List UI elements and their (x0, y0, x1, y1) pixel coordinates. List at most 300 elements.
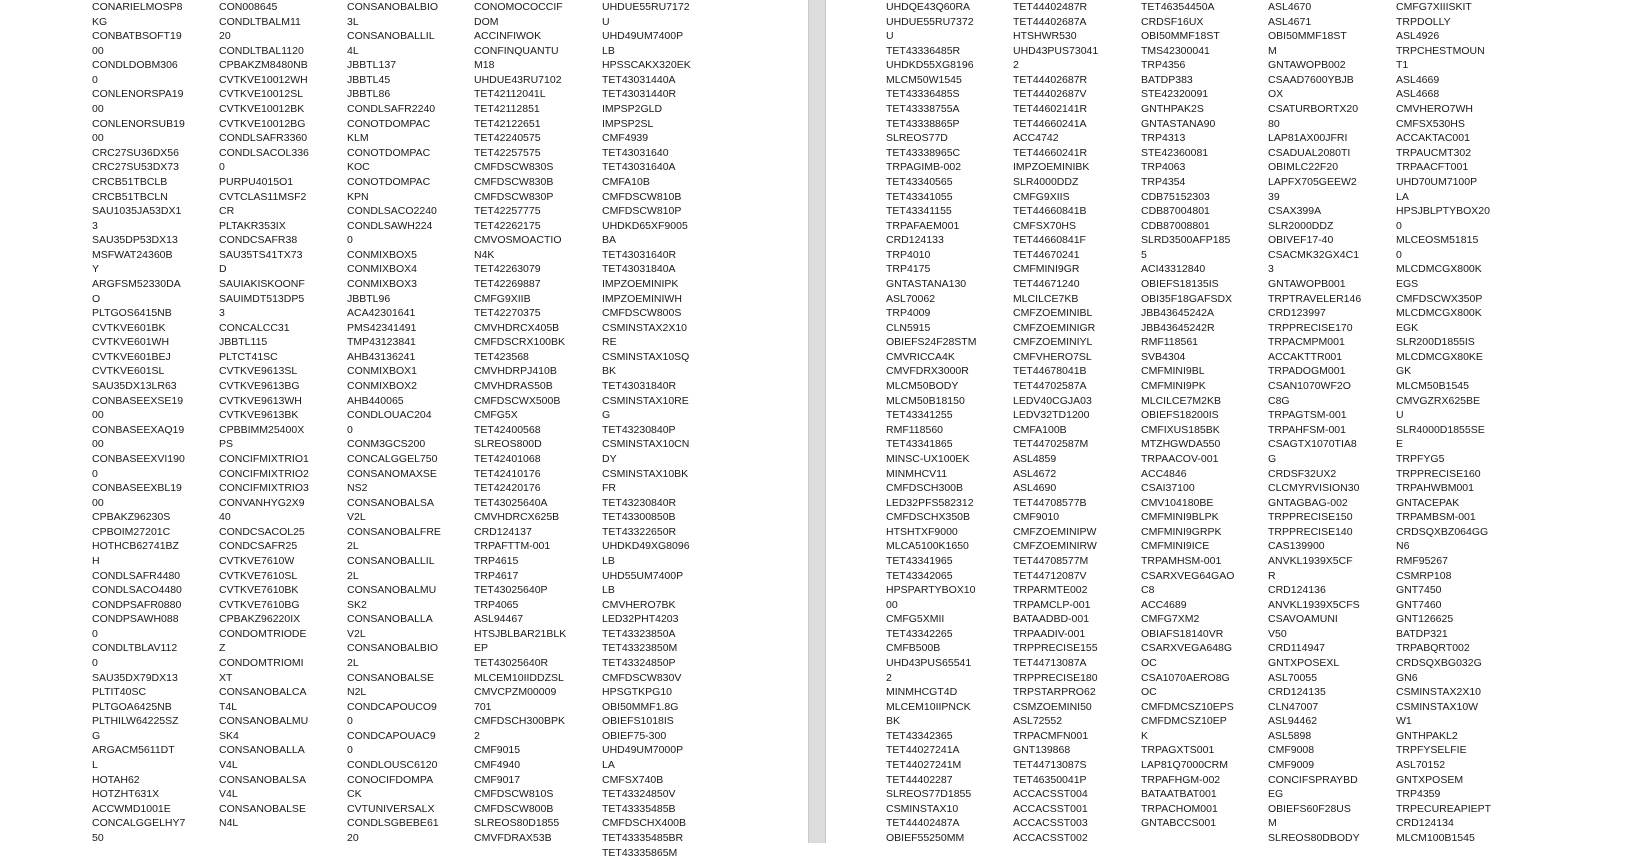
product-code-cell: TRPPRECISE150 (1268, 511, 1353, 524)
product-code-cell: CMFDSCW830P (474, 190, 554, 203)
product-code-cell: CONDLTBAL1120 (219, 44, 304, 57)
product-code-cell: CVTKVE9613SL (219, 365, 298, 378)
product-code-cell: CONSANOMAXSE (347, 467, 437, 480)
product-code-cell: CMFDSCHX400B (602, 817, 687, 830)
product-code-cell: CONMIXBOX3 (347, 277, 418, 290)
product-code-cell: CMFZOEMINIGR (1013, 321, 1096, 334)
product-code-cell: TET44660241R (1013, 146, 1088, 159)
product-code-cell: CMFG9XIIB (474, 292, 531, 305)
product-code-cell: CSAVOAMUNI (1268, 613, 1338, 626)
product-code-cell: N6 (1396, 540, 1410, 553)
product-code-cell: KLM (347, 132, 369, 145)
product-code-cell: HTSJBLBAR21BLK (474, 627, 567, 640)
product-code-cell: CMFG5X (474, 409, 518, 422)
product-code-cell: CMVOSMOACTIO (474, 234, 562, 247)
product-code-cell: TET43230840P (602, 423, 676, 436)
product-code-cell: BATAADBD-001 (1013, 613, 1090, 626)
product-code-cell: TRP4010 (886, 248, 931, 261)
product-code-cell: MLCA5100K1650 (886, 540, 969, 553)
product-code-cell: TET42112851 (474, 103, 540, 116)
product-code-cell: CONBASEEXSE19 (92, 394, 184, 407)
product-code-cell: ASL4670 (1268, 1, 1312, 13)
product-code-cell: TET43342065 (886, 569, 953, 582)
product-code-cell: TET46354450A (1141, 1, 1215, 13)
product-code-cell: CMFB500B (886, 642, 941, 655)
product-code-cell: CONDCSACOL25 (219, 525, 305, 538)
product-code-cell: CLN47007 (1268, 700, 1319, 713)
product-code-cell: TRPAFAEM001 (886, 219, 960, 232)
product-code-cell: CSMINSTAX10RE (602, 394, 689, 407)
product-code-cell: M (1268, 817, 1277, 830)
product-code-cell: IMPSP2GLD (602, 103, 663, 116)
product-code-cell: CRD124135 (1268, 686, 1326, 699)
product-code-cell: TRPFYG5 (1396, 452, 1445, 465)
product-code-cell: CMFDSCW810S (474, 788, 554, 801)
product-code-cell: CONSANOBALLA (347, 613, 433, 626)
product-code-cell: G (602, 409, 611, 422)
product-code-cell: CMVHDRPJ410B (474, 365, 557, 378)
product-code-cell: TET43341255 (886, 409, 953, 422)
product-code-cell: 2 (1013, 59, 1019, 72)
product-code-cell: STE42360081 (1141, 146, 1209, 159)
product-code-cell: TET42400568 (474, 423, 541, 436)
product-code-cell: TET43342265 (886, 627, 953, 640)
product-code-cell: V4L (219, 759, 238, 772)
product-code-cell: TRPAFTTM-001 (474, 540, 551, 553)
product-code-cell: CPBAKZM8480NB (219, 59, 308, 72)
product-code-cell: TET42401068 (474, 452, 541, 465)
product-code-cell: UHDUE55RU7372 (886, 15, 974, 28)
product-code-cell: MINSC-UX100EK (886, 452, 970, 465)
product-code-cell: PLTIT40SC (92, 686, 147, 699)
product-code-cell: CMVHERO7WH (1396, 103, 1474, 116)
product-code-cell: CONBASEEXBL19 (92, 482, 182, 495)
product-code-cell: CONCALGGEL750 (347, 452, 438, 465)
product-code-cell: 701 (474, 700, 492, 713)
product-code-cell: OBIVEF17-40 (1268, 234, 1334, 247)
product-code-cell: TET43025640A (474, 496, 548, 509)
product-code-cell: CRCB51TBCLN (92, 190, 168, 203)
product-code-cell: M (1268, 44, 1277, 57)
product-code-cell: CSMINSTAX2X10 (602, 321, 687, 334)
product-code-cell: EGK (1396, 321, 1419, 334)
product-code-cell: 00 (92, 438, 104, 451)
product-code-cell: HPSSCAKX320EK (602, 59, 691, 72)
product-code-cell: CMFG9XIIS (1013, 190, 1070, 203)
product-code-cell: CMF9015 (474, 744, 521, 757)
product-code-cell: CSARXVEGA648G (1141, 642, 1233, 655)
product-code-cell: CSAGTX1070TIA8 (1268, 438, 1357, 451)
product-code-cell: TET42240575 (474, 132, 541, 145)
product-code-cell: L (92, 759, 98, 772)
product-code-cell: JBB43645242A (1141, 307, 1214, 320)
product-code-cell: CONDOMTRIOMI (219, 657, 304, 670)
product-code-cell: V4L (219, 788, 238, 801)
product-code-cell: TET44708577B (1013, 496, 1087, 509)
product-code-cell: SLREOS77D1855 (886, 788, 972, 801)
product-code-cell: MLCM50B18150 (886, 394, 965, 407)
product-code-cell: CRDSQXBG032G (1396, 657, 1482, 670)
product-code-cell: TRPAGIMB-002 (886, 161, 962, 174)
product-code-cell: 2 (474, 729, 480, 742)
product-code-cell: CR (219, 205, 235, 218)
product-code-cell: UHD55UM7400P (602, 569, 684, 582)
product-code-cell: K (1141, 729, 1149, 742)
product-code-cell: MLCM50BODY (886, 380, 959, 393)
product-code-cell: CVTKVE9613BK (219, 409, 299, 422)
product-code-cell: CON008645 (219, 1, 278, 13)
product-code-cell: XT (219, 671, 233, 684)
product-code-cell: TET43324850V (602, 788, 676, 801)
product-code-cell: LA (602, 759, 615, 772)
product-code-cell: CMFDSCW800B (474, 802, 554, 815)
product-code-cell: BK (886, 715, 901, 728)
product-code-cell: ACCACSST004 (1013, 788, 1088, 801)
product-code-cell: CONDLSACO2240 (347, 205, 437, 218)
product-code-cell: TET43031440A (602, 73, 676, 86)
product-code-cell: UHDQE43Q60RA (886, 1, 971, 13)
product-code-cell: H (92, 554, 100, 567)
product-code-cell: LB (602, 554, 615, 567)
product-code-cell: TET44027241A (886, 744, 960, 757)
product-code-cell: TET42410176 (474, 467, 541, 480)
product-code-cell: CONOCIFDOMPA (347, 773, 434, 786)
product-code-cell: CSMINSTAX10W (1396, 700, 1479, 713)
product-code-cell: UHD43PUS73041 (1013, 44, 1099, 57)
product-code-cell: TET43335485B (602, 802, 676, 815)
product-code-cell: MSFWAT24360B (92, 248, 173, 261)
product-code-cell: O (92, 292, 101, 305)
product-code-column (1013, 0, 1098, 846)
product-code-cell: CSMINSTAX10BK (602, 467, 689, 480)
product-code-cell: IMPZOEMINIPK (602, 277, 679, 290)
product-code-cell: TRPPRECISE180 (1013, 671, 1098, 684)
product-code-cell: MLCILCE7M2KB (1141, 394, 1221, 407)
product-code-cell: OBIEFS18200IS (1141, 409, 1219, 422)
product-code-column (602, 0, 691, 860)
product-code-cell: MLCEM10IIPNCK (886, 700, 971, 713)
product-code-cell: 20 (219, 30, 231, 43)
product-code-cell: MLCM50W1545 (886, 73, 962, 86)
product-code-cell: SLREOS80DBODY (1268, 831, 1360, 844)
product-code-cell: MLCDMCGX800K (1396, 307, 1482, 320)
product-code-cell: CMFDSCW800S (602, 307, 682, 320)
product-code-cell: N4K (474, 248, 495, 261)
product-code-cell: IMPSP2SL (602, 117, 654, 130)
product-code-cell: GNTAWOPB002 (1268, 59, 1346, 72)
product-code-cell: TET42257775 (474, 205, 541, 218)
product-code-cell: TET44402287 (886, 773, 953, 786)
product-code-cell: MINMHCGT4D (886, 686, 958, 699)
spreadsheet-page-right (826, 0, 1628, 843)
product-code-cell: CPBOIM27201C (92, 525, 171, 538)
product-code-cell: TRPPRECISE170 (1268, 321, 1353, 334)
product-code-cell: CK (347, 788, 362, 801)
product-code-cell: CVTKVE10012BG (219, 117, 306, 130)
product-code-cell: CMFSX740B (602, 773, 664, 786)
product-code-cell: ACCACSST001 (1013, 802, 1088, 815)
product-code-cell: CMFDSCH300BPK (474, 715, 566, 728)
product-code-cell: TET43323850A (602, 627, 676, 640)
product-code-cell: HPSPARTYBOX10 (886, 584, 976, 597)
product-code-cell: CONDLSAWH224 (347, 219, 433, 232)
product-code-cell: T1 (1396, 59, 1409, 72)
product-code-cell: CMFZOEMINIYL (1013, 336, 1093, 349)
product-code-cell: CDB87008801 (1141, 219, 1210, 232)
product-code-cell: CSMRP108 (1396, 569, 1452, 582)
product-code-cell: CONSANOBALBIO (347, 1, 439, 13)
product-code-cell: 39 (1268, 190, 1280, 203)
product-code-cell: PLTHILW64225SZ (92, 715, 179, 728)
product-code-cell: TET43031640R (602, 248, 677, 261)
product-code-cell: CMVHDRAS50B (474, 380, 553, 393)
product-code-cell: LAP81AX00JFRI (1268, 132, 1348, 145)
product-code-cell: LED32PFS582312 (886, 496, 974, 509)
product-code-cell: ACCAKTTR001 (1268, 350, 1343, 363)
product-code-cell: V2L (347, 627, 366, 640)
product-code-cell: TET42270375 (474, 307, 541, 320)
product-code-cell: GNT7460 (1396, 598, 1442, 611)
product-code-cell: CONOTDOMPAC (347, 117, 431, 130)
product-code-cell: CMFG7XM2 (1141, 613, 1200, 626)
product-code-cell: TRPAACFT001 (1396, 161, 1469, 174)
product-code-cell: DOM (474, 15, 499, 28)
product-code-cell: TET44402687A (1013, 15, 1087, 28)
product-code-cell: TET44602141R (1013, 103, 1088, 116)
product-code-cell: CMFDSCWX350P (1396, 292, 1483, 305)
product-code-cell: CONCALCC31 (219, 321, 290, 334)
product-code-cell: CONDOMTRIODE (219, 627, 307, 640)
product-code-cell: CONLENORSPA19 (92, 88, 184, 101)
product-code-cell: CMFDSCW810P (602, 205, 682, 218)
product-code-cell: Y (92, 263, 100, 276)
product-code-cell: ASL4671 (1268, 15, 1312, 28)
product-code-cell: SLREOS80D1855 (474, 817, 560, 830)
product-code-cell: CONDCSAFR38 (219, 234, 298, 247)
product-code-cell: TRPCHESTMOUN (1396, 44, 1485, 57)
product-code-cell: 0 (92, 73, 98, 86)
product-code-cell: 00 (92, 44, 104, 57)
product-code-cell: G (92, 729, 101, 742)
product-code-cell: N4L (219, 817, 239, 830)
product-code-cell: TRPAACOV-001 (1141, 452, 1219, 465)
product-code-cell: OBI35F18GAFSDX (1141, 292, 1233, 305)
product-code-cell: CVTKVE7610SL (219, 569, 298, 582)
product-code-cell: TET44660841B (1013, 205, 1087, 218)
product-code-cell: TET43031840A (602, 263, 676, 276)
product-code-cell: ACC4742 (1013, 132, 1059, 145)
product-code-cell: 2 (886, 671, 892, 684)
product-code-cell: TRPAGTSM-001 (1268, 409, 1347, 422)
product-code-cell: TET43031840R (602, 380, 677, 393)
product-code-cell: CONSANOBALFRE (347, 525, 441, 538)
product-code-cell: TET46350041P (1013, 773, 1087, 786)
product-code-cell: TRPSTARPRO62 (1013, 686, 1096, 699)
product-code-cell: ASL70055 (1268, 671, 1318, 684)
product-code-cell: CSARXVEG64GAO (1141, 569, 1235, 582)
product-code-column (1396, 0, 1491, 846)
product-code-cell: CONDLSAFR4480 (92, 569, 181, 582)
product-code-cell: ASL94467 (474, 613, 524, 626)
product-code-cell: TET44713087A (1013, 657, 1087, 670)
product-code-cell: TRPACMPM001 (1268, 336, 1345, 349)
product-code-cell: CONBASEEXVI190 (92, 452, 185, 465)
product-code-cell: IMPZOEMINIWH (602, 292, 682, 305)
product-code-cell: HTSHWR530 (1013, 30, 1077, 43)
product-code-cell: TRP4359 (1396, 788, 1441, 801)
product-code-cell: CONCALGGELHY7 (92, 817, 186, 830)
product-code-cell: CONSANOBALCA (219, 686, 307, 699)
product-code-cell: G (1268, 452, 1277, 465)
product-code-cell: CMFZOEMINIRW (1013, 540, 1097, 553)
product-code-cell: CMVRICCA4K (886, 350, 955, 363)
product-code-cell: CVTKVE601WH (92, 336, 170, 349)
product-code-cell: TET44027241M (886, 759, 962, 772)
product-code-cell: CRD124134 (1396, 817, 1454, 830)
product-code-cell: PLTAKR353IX (219, 219, 286, 232)
product-code-cell: CVTKVE7610BG (219, 598, 300, 611)
product-code-cell: CONDLSACOL336 (219, 146, 309, 159)
product-code-cell: CONSANOBALSE (219, 802, 306, 815)
product-code-cell: SLR200D1855IS (1396, 336, 1475, 349)
product-code-cell: CMFMINI9BLPK (1141, 511, 1219, 524)
product-code-cell: TET44402487R (1013, 1, 1088, 13)
product-code-column (474, 0, 566, 846)
product-code-cell: UHDKD65XF9005 (602, 219, 688, 232)
product-code-cell: TET43025640P (474, 584, 548, 597)
product-code-cell: MLCEOSM51815 (1396, 234, 1479, 247)
product-code-cell: GNTASTANA130 (886, 277, 967, 290)
product-code-cell: 0 (347, 234, 353, 247)
product-code-cell: 2L (347, 540, 359, 553)
product-code-cell: UHD43PUS65541 (886, 657, 972, 670)
product-code-cell: CMF9008 (1268, 744, 1315, 757)
product-code-cell: SAUIMDT513DP5 (219, 292, 305, 305)
product-code-cell: TET43336485R (886, 44, 961, 57)
product-code-cell: 00 (886, 598, 898, 611)
product-code-cell: T4L (219, 700, 238, 713)
product-code-cell: PS (219, 438, 234, 451)
product-code-cell: EG (1268, 788, 1284, 801)
product-code-cell: TRP4313 (1141, 132, 1186, 145)
product-code-cell: PLTCT41SC (219, 350, 278, 363)
product-code-cell: CONBASEEXAQ19 (92, 423, 185, 436)
product-code-cell: TET43031640 (602, 146, 669, 159)
product-code-cell: CONOMOCOCCIF (474, 1, 563, 13)
product-code-cell: 0 (347, 744, 353, 757)
product-code-cell: CSMINSTAX2X10 (1396, 686, 1481, 699)
product-code-cell: OBIEFS18135IS (1141, 277, 1219, 290)
product-code-cell: TRP4615 (474, 554, 519, 567)
product-code-cell: TET44702587A (1013, 380, 1087, 393)
product-code-cell: TET43323850M (602, 642, 678, 655)
product-code-column (92, 0, 185, 846)
product-code-cell: CMFDSCH300B (886, 482, 964, 495)
page-divider (808, 0, 826, 843)
product-code-cell: TET42257575 (474, 146, 541, 159)
product-code-cell: 3 (219, 307, 225, 320)
product-code-cell: GNTABCCS001 (1141, 817, 1217, 830)
product-code-cell: TRPECUREAPIEPT (1396, 802, 1492, 815)
product-code-cell: TET43338965C (886, 146, 961, 159)
product-code-cell: CMFA10B (602, 175, 650, 188)
product-code-cell: DY (602, 452, 617, 465)
product-code-cell: LAPFX705GEEW2 (1268, 175, 1357, 188)
product-code-cell: MLCM100B1545 (1396, 831, 1475, 844)
product-code-cell: 0 (347, 715, 353, 728)
product-code-cell: CONARIELMOSP8 (92, 1, 183, 13)
product-code-cell: CONDLOUAC204 (347, 409, 432, 422)
product-code-cell: TRPACMFN001 (1013, 729, 1089, 742)
product-code-cell: TET42263079 (474, 263, 541, 276)
product-code-cell: CRDSF32UX2 (1268, 467, 1337, 480)
product-code-cell: CONDLTBALM11 (219, 15, 301, 28)
product-code-cell: ANVKL1939X5CFS (1268, 598, 1360, 611)
product-code-cell: TRPFYSELFIE (1396, 744, 1467, 757)
product-code-cell: OX (1268, 88, 1284, 101)
product-code-cell: E (1396, 438, 1404, 451)
product-code-cell: CMFSX70HS (1013, 219, 1077, 232)
product-code-cell: TET44708577M (1013, 554, 1089, 567)
product-code-cell: 4L (347, 44, 359, 57)
product-code-cell: CVTKVE7610W (219, 554, 295, 567)
product-code-cell: AHB440065 (347, 394, 404, 407)
product-code-cell: CONSANOBALSE (347, 671, 434, 684)
product-code-cell: CMF4940 (474, 759, 521, 772)
product-code-cell: TET42112041L (474, 88, 546, 101)
product-code-cell: EGS (1396, 277, 1419, 290)
product-code-cell: CONBATBSOFT19 (92, 30, 182, 43)
product-code-cell: CMVFDRAX53B (474, 831, 552, 844)
product-code-cell: 0 (1396, 248, 1402, 261)
product-code-cell: CONVANHYG2X9 (219, 496, 305, 509)
product-code-cell: TRPPRECISE140 (1268, 525, 1353, 538)
product-code-cell: CVTKVE10012SL (219, 88, 304, 101)
product-code-cell: CSMINSTAX10SQ (602, 350, 690, 363)
product-code-cell: CMFIXUS185BK (1141, 423, 1220, 436)
product-code-cell: BATDP383 (1141, 73, 1193, 86)
product-code-cell: C8 (1141, 584, 1155, 597)
product-code-cell: ACCACSST002 (1013, 831, 1088, 844)
product-code-cell: 00 (92, 409, 104, 422)
product-code-cell: TET44671240 (1013, 277, 1080, 290)
product-code-cell: TET44712087V (1013, 569, 1087, 582)
product-code-cell: TET43340565 (886, 175, 953, 188)
product-code-cell: CONDCAPOUCO9 (347, 700, 437, 713)
product-code-cell: OBI50MMF18ST (1268, 30, 1347, 43)
product-code-cell: TET43336485S (886, 88, 960, 101)
product-code-cell: HPSGTKPG10 (602, 686, 673, 699)
product-code-cell: TRPAMCLP-001 (1013, 598, 1091, 611)
product-code-cell: CONSANOBALMU (347, 584, 437, 597)
product-code-cell: C8G (1268, 394, 1290, 407)
product-code-cell: OC (1141, 686, 1157, 699)
product-code-cell: HOTAH62 (92, 773, 140, 786)
product-code-cell: CONSANOBALLA (219, 744, 305, 757)
product-code-cell: 20 (347, 831, 359, 844)
product-code-cell: N2L (347, 686, 367, 699)
product-code-cell: TRPAMHSM-001 (1141, 554, 1222, 567)
product-code-cell: 0 (219, 161, 225, 174)
product-code-cell: TET43342365 (886, 729, 953, 742)
product-code-cell: 00 (92, 103, 104, 116)
product-code-cell: TET42122651 (474, 117, 541, 130)
product-code-cell: GNT139868 (1013, 744, 1071, 757)
product-code-cell: CSAN1070WF2O (1268, 380, 1351, 393)
product-code-cell: 3 (1268, 263, 1274, 276)
product-code-cell: ASL70152 (1396, 759, 1446, 772)
product-code-cell: CONSANOBALSA (347, 496, 434, 509)
